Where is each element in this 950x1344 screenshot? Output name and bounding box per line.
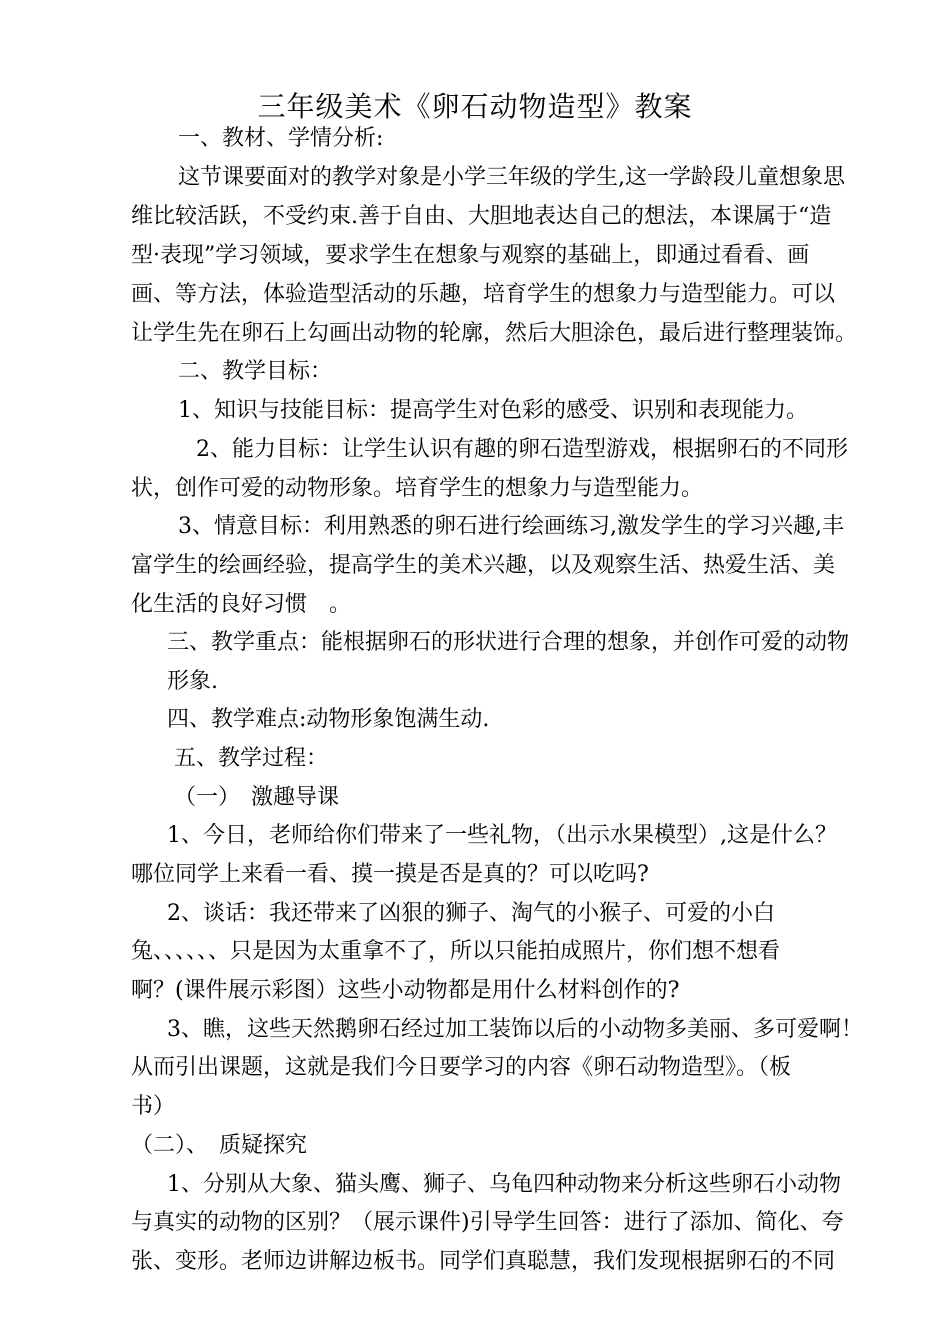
- paragraph-line: 这节课要面对的教学对象是小学三年级的学生,这一学龄段儿童想象思: [178, 165, 845, 190]
- paragraph-line: 1、知识与技能目标：提高学生对色彩的感受、识别和表现能力。: [178, 398, 808, 423]
- section-heading-analysis: 一、教材、学情分析:: [178, 126, 384, 151]
- paragraph-line: 形象.: [167, 669, 218, 694]
- paragraph-line: 3、情意目标：利用熟悉的卵石进行绘画练习,激发学生的学习兴趣,丰: [178, 514, 844, 539]
- paragraph-line: 哪位同学上来看一看、摸一摸是否是真的？可以吃吗?: [131, 862, 649, 887]
- paragraph-line: 3、瞧，这些天然鹅卵石经过加工装饰以后的小动物多美丽、多可爱啊！: [167, 1017, 863, 1042]
- document-title: 三年级美术《卵石动物造型》教案: [257, 90, 693, 123]
- paragraph-line: 状，创作可爱的动物形象。培育学生的想象力与造型能力。: [131, 476, 704, 501]
- paragraph-line: 张、变形。老师边讲解边板书。同学们真聪慧，我们发现根据卵石的不同: [131, 1249, 836, 1274]
- paragraph-line: 富学生的绘画经验，提高学生的美术兴趣，以及观察生活、热爱生活、美: [131, 553, 836, 578]
- paragraph-line: 1、分别从大象、猫头鹰、狮子、乌龟四种动物来分析这些卵石小动物: [167, 1172, 841, 1197]
- paragraph-line: 让学生先在卵石上勾画出动物的轮廓，然后大胆涂色，最后进行整理装饰。: [131, 321, 858, 346]
- paragraph-line: 型·表现”学习领域，要求学生在想象与观察的基础上，即通过看看、画: [131, 243, 810, 268]
- paragraph-line: 2、谈话：我还带来了凶狠的狮子、淘气的小猴子、可爱的小白: [167, 901, 775, 926]
- paragraph-line: 维比较活跃，不受约束.善于自由、大胆地表达自己的想法，本课属于“造: [131, 204, 832, 229]
- subsection-heading: （二）、 质疑探究: [131, 1133, 308, 1158]
- paragraph-line: 书）: [131, 1094, 176, 1119]
- paragraph-line: 画、等方法，体验造型活动的乐趣，培育学生的想象力与造型能力。可以: [131, 282, 836, 307]
- section-heading-key-point: 三、教学重点：能根据卵石的形状进行合理的想象，并创作可爱的动物: [167, 630, 850, 655]
- paragraph-line: 1、今日，老师给你们带来了一些礼物，（出示水果模型）,这是什么？: [167, 823, 837, 848]
- paragraph-line: 2、能力目标：让学生认识有趣的卵石造型游戏，根据卵石的不同形: [196, 437, 848, 462]
- paragraph-line: 化生活的良好习惯 。: [131, 592, 352, 617]
- paragraph-line: 啊？(课件展示彩图）这些小动物都是用什么材料创作的?: [131, 978, 680, 1003]
- section-heading-difficulty: 四、教学难点:动物形象饱满生动.: [167, 707, 490, 732]
- section-heading-goals: 二、教学目标：: [178, 359, 333, 384]
- section-heading-process: 五、教学过程：: [174, 746, 329, 771]
- subsection-heading: （一） 激趣导课: [174, 785, 340, 810]
- paragraph-line: 从而引出课题，这就是我们今日要学习的内容《卵石动物造型》。（板: [131, 1055, 792, 1080]
- paragraph-line: 兔、、、、、、只是因为太重拿不了，所以只能拍成照片，你们想不想看: [131, 939, 781, 964]
- paragraph-line: 与真实的动物的区别？（展示课件)引导学生回答：进行了添加、简化、夸: [131, 1210, 844, 1235]
